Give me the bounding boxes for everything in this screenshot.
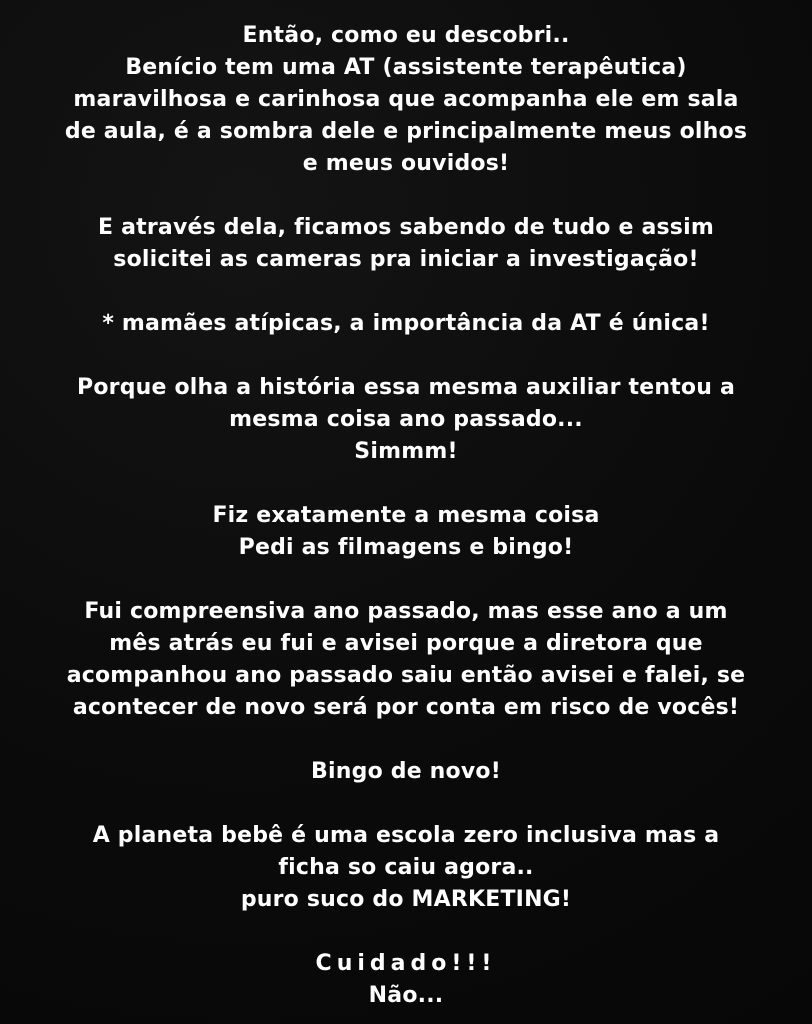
- text-line: e meus ouvidos!: [302, 151, 510, 176]
- paragraph-investigation: [0, 212, 812, 276]
- text-line: Simmm!: [354, 439, 458, 464]
- text-line: Porque olha a história essa mesma auxiliar tentou a: [77, 375, 735, 400]
- paragraph-bingo-again: [0, 756, 812, 788]
- text-line: solicitei as cameras pra iniciar a investigação!: [113, 247, 699, 272]
- paragraph-discovery: [0, 20, 812, 180]
- text-line: Pedi as filmagens e bingo!: [238, 535, 574, 560]
- paragraph-history: [0, 372, 812, 468]
- paragraph-closing: [0, 948, 812, 1012]
- text-line: de aula, é a sombra dele e principalmente meus olhos: [64, 119, 748, 144]
- paragraph-atypical-moms: [0, 308, 812, 340]
- paragraph-warning: [0, 596, 812, 724]
- text-line: mês atrás eu fui e avisei porque a diretora que: [109, 631, 703, 656]
- closing-heading: Cuidado!!!: [315, 951, 497, 976]
- paragraph-school: [0, 820, 812, 916]
- text-line: * mamães atípicas, a importância da AT é única!: [102, 311, 710, 336]
- text-line: E através dela, ficamos sabendo de tudo e assim: [98, 215, 714, 240]
- story-text-block: [0, 20, 812, 1012]
- text-line: Então, como eu descobri..: [242, 23, 570, 48]
- text-line: Fiz exatamente a mesma coisa: [212, 503, 600, 528]
- cut-off-line: Não...: [368, 983, 444, 1008]
- text-line: puro suco do MARKETING!: [240, 887, 572, 912]
- text-line: Bingo de novo!: [311, 759, 501, 784]
- text-line: acompanhou ano passado saiu então avisei e falei, se: [66, 663, 746, 688]
- text-line: mesma coisa ano passado...: [229, 407, 583, 432]
- text-line: A planeta bebê é uma escola zero inclusiva mas a: [92, 823, 720, 848]
- text-line: Benício tem uma AT (assistente terapêutica): [125, 55, 687, 80]
- text-line: Fui compreensiva ano passado, mas esse ano a um: [84, 599, 728, 624]
- paragraph-footage: [0, 500, 812, 564]
- text-line: maravilhosa e carinhosa que acompanha ele em sala: [73, 87, 739, 112]
- text-line: ficha so caiu agora..: [278, 855, 534, 880]
- text-line: acontecer de novo será por conta em risco de vocês!: [72, 695, 740, 720]
